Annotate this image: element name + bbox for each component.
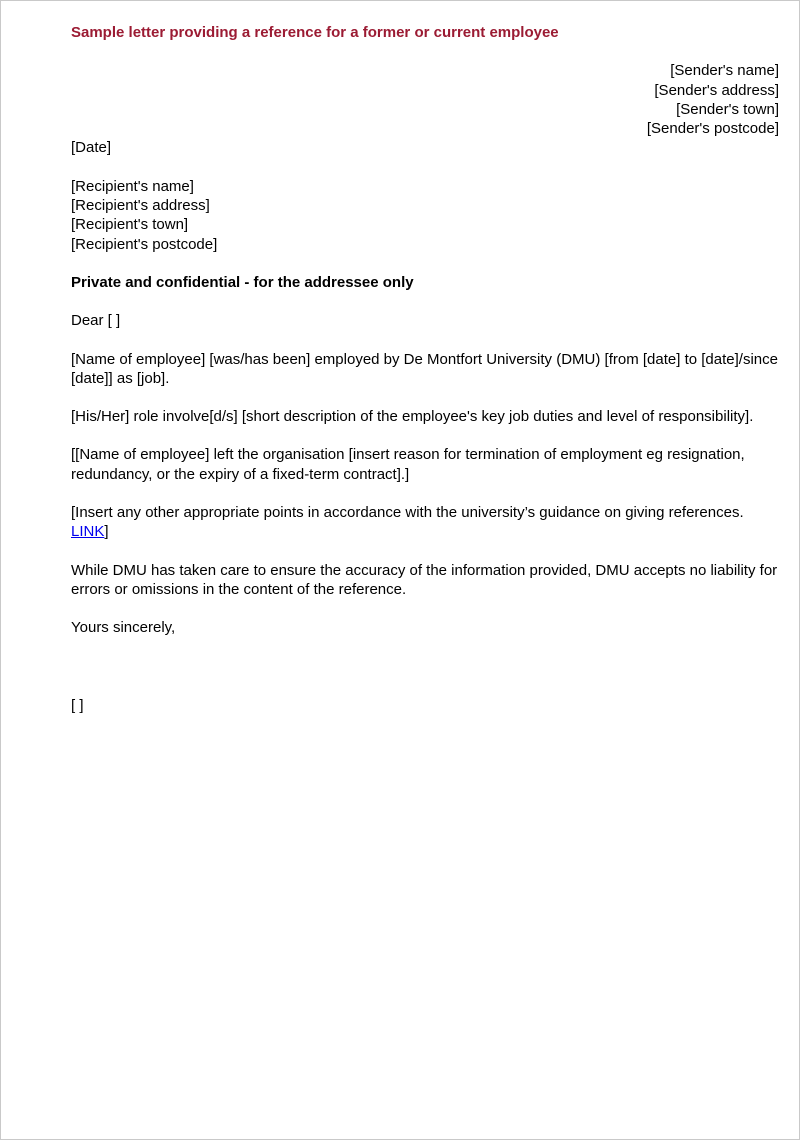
body-paragraph-termination: [[Name of employee] left the organisation [insert reason for termination of employment eg resignation, redundancy, or the expiry of a fixed-term contract].] (71, 446, 745, 483)
recipient-postcode: [Recipient's postcode] (71, 235, 218, 253)
sender-address: [Sender's address] (654, 81, 779, 99)
document-title: Sample letter providing a reference for a former or current employee (71, 24, 559, 41)
recipient-address: [Recipient's address] (71, 197, 210, 215)
signature-placeholder: [ ] (71, 696, 84, 714)
sender-name: [Sender's name] (670, 62, 779, 80)
sender-town: [Sender's town] (676, 100, 779, 118)
body-paragraph-guidance (71, 503, 779, 542)
subject-line: Private and confidential - for the addressee only (71, 273, 414, 291)
guidance-text-post: ] (104, 523, 109, 541)
body-paragraph-role: [His/Her] role involve[d/s] [short description of the employee's key job duties and level of responsibility]. (71, 408, 754, 426)
recipient-address-block (71, 177, 779, 254)
guidance-link[interactable]: LINK (71, 523, 105, 541)
sender-address-block (71, 61, 779, 138)
closing-line: Yours sincerely, (71, 619, 176, 637)
date-line: [Date] (71, 139, 112, 157)
recipient-name: [Recipient's name] (71, 177, 194, 195)
body-paragraph-disclaimer: While DMU has taken care to ensure the accuracy of the information provided, DMU accepts no liability for errors or omissions in the content of the reference. (71, 561, 778, 598)
recipient-town: [Recipient's town] (71, 216, 189, 234)
body-paragraph-employment: [Name of employee] [was/has been] employed by De Montfort University (DMU) [from [date] to [date]/since [date]] as [job]. (71, 350, 778, 387)
sender-postcode: [Sender's postcode] (646, 120, 779, 138)
salutation-line: Dear [ ] (71, 312, 121, 330)
guidance-text-pre: [Insert any other appropriate points in accordance with the university’s guidance on giving references. (71, 504, 744, 522)
